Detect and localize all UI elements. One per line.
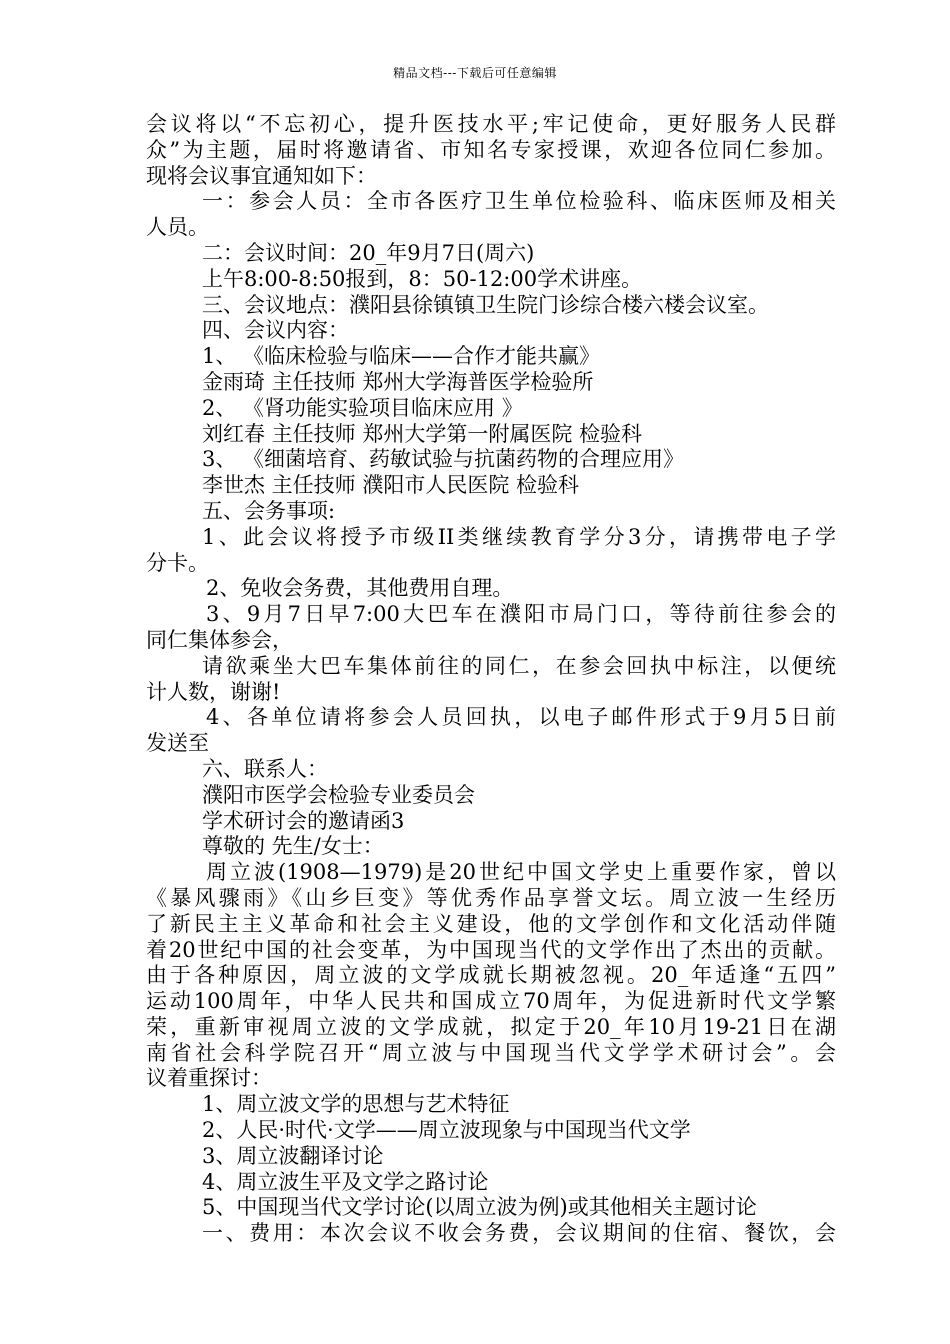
text-line: 《暴风骤雨》《山乡巨变》等优秀作品享誉文坛。周立波一生经历 — [146, 885, 836, 910]
text-line: 了新民主主义革命和社会主义建设，他的文学创作和文化活动伴随 — [146, 911, 836, 936]
text-line: 金雨琦 主任技师 郑州大学海普医学检验所 — [202, 369, 594, 394]
text-line: 同仁集体参会， — [146, 627, 293, 652]
text-line: 人员。 — [146, 215, 209, 240]
text-line: 李世杰 主任技师 濮阳市人民医院 检验科 — [202, 473, 580, 498]
text-line: 刘红春 主任技师 郑州大学第一附属医院 检验科 — [202, 421, 643, 446]
text-line: 议着重探讨： — [146, 1066, 272, 1091]
text-line: 着20世纪中国的社会变革，为中国现当代的文学作出了杰出的贡献。 — [146, 937, 836, 962]
text-line: 5、中国现当代文学讨论(以周立波为例)或其他相关主题讨论 — [202, 1195, 757, 1220]
text-line: 3、9月7日早7:00大巴车在濮阳市局门口，等待前往参会的 — [206, 602, 836, 627]
text-line: 3、 《细菌培育、药敏试验与抗菌药物的合理应用》 — [202, 447, 685, 472]
text-line: 众”为主题，届时将邀请省、市知名专家授课，欢迎各位同仁参加。 — [146, 137, 836, 162]
text-line: 学术研讨会的邀请函3 — [202, 808, 405, 833]
text-line: 计人数，谢谢! — [146, 679, 281, 704]
text-line: 会议将以“不忘初心，提升医技水平;牢记使命，更好服务人民群 — [146, 112, 836, 136]
text-line: 上午8:00-8:50报到，8：50-12:00学术讲座。 — [202, 266, 643, 291]
text-line: 尊敬的 先生/女士： — [202, 834, 384, 859]
text-line: 分卡。 — [146, 550, 209, 575]
text-line: 发送至 — [146, 731, 209, 756]
text-line: 一、费用：本次会议不收会务费，会议期间的住宿、餐饮，会 — [202, 1221, 836, 1246]
text-line: 现将会议事宜通知如下： — [146, 163, 377, 188]
text-line: 4、各单位请将参会人员回执，以电子邮件形式于9月5日前 — [206, 705, 836, 730]
text-line: 3、周立波翻译讨论 — [202, 1143, 384, 1168]
text-line: 荣，重新审视周立波的文学成就，拟定于20_年10月19-21日在湖 — [146, 1014, 836, 1039]
text-line: 四、会议内容： — [202, 318, 349, 343]
text-line: 南省社会科学院召开“周立波与中国现当代文学学术研讨会”。会 — [146, 1040, 836, 1065]
text-line: 1、此会议将授予市级II类继续教育学分3分，请携带电子学 — [202, 524, 836, 549]
text-line: 2、 《肾功能实验项目临床应用 》 — [202, 395, 523, 420]
text-line: 六、联系人： — [202, 756, 328, 781]
text-line: 由于各种原因，周立波的文学成就长期被忽视。20_年适逢“五四” — [146, 963, 836, 988]
text-line: 1、周立波文学的思想与艺术特征 — [202, 1092, 510, 1117]
text-line: 1、 《临床检验与临床——合作才能共赢》 — [202, 344, 601, 369]
text-line: 2、免收会务费，其他费用自理。 — [206, 576, 514, 601]
page-header: 精品文档---下载后可任意编辑 — [393, 66, 557, 80]
text-line: 三、会议地点：濮阳县徐镇镇卫生院门诊综合楼六楼会议室。 — [202, 292, 769, 317]
document-body — [146, 112, 836, 1247]
text-line: 请欲乘坐大巴车集体前往的同仁，在参会回执中标注，以便统 — [202, 653, 836, 678]
text-line: 4、周立波生平及文学之路讨论 — [202, 1169, 489, 1194]
text-line: 二：会议时间：20_年9月7日(周六) — [202, 240, 535, 265]
text-line: 周立波(1908—1979)是20世纪中国文学史上重要作家，曾以 — [206, 860, 836, 885]
text-line: 五、会务事项: — [202, 498, 336, 523]
text-line: 一：参会人员：全市各医疗卫生单位检验科、临床医师及相关 — [202, 189, 836, 214]
text-line: 濮阳市医学会检验专业委员会 — [202, 782, 475, 807]
text-line: 运动100周年，中华人民共和国成立70周年，为促进新时代文学繁 — [146, 989, 836, 1014]
text-line: 2、人民·时代·文学——周立波现象与中国现当代文学 — [202, 1118, 691, 1143]
